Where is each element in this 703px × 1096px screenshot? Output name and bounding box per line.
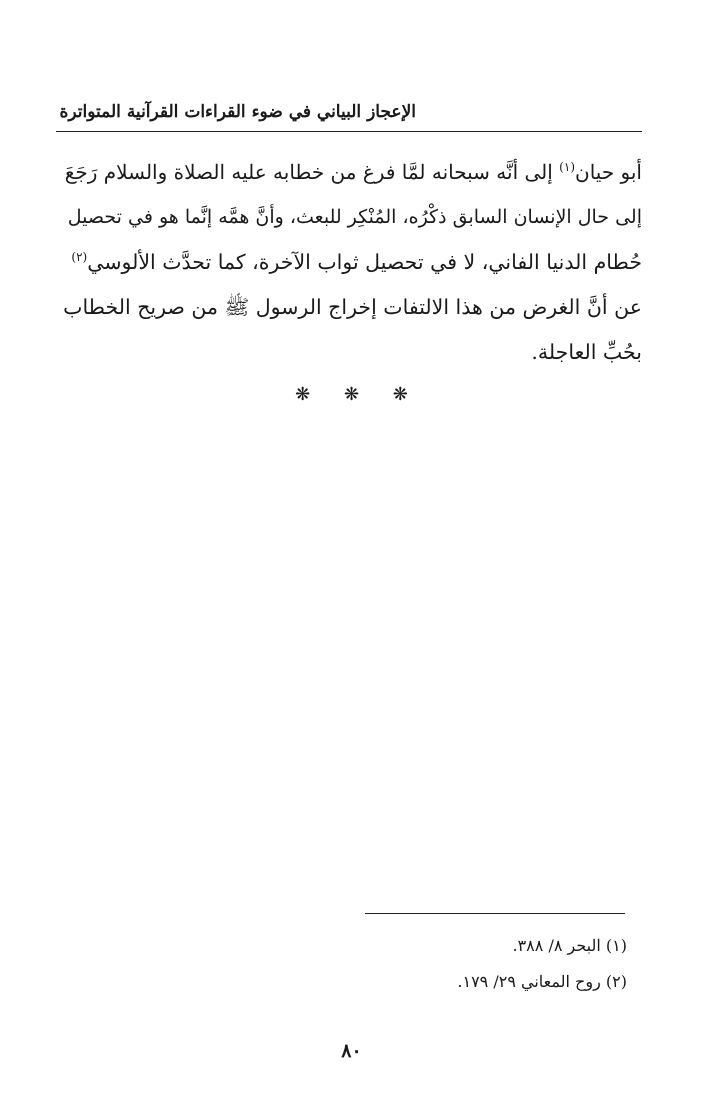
body-line-4	[56, 285, 642, 330]
body-paragraph	[56, 150, 642, 375]
body-line-1-rest: إلى أنَّه سبحانه لمَّا فرغ من خطابه عليه الصلاة والسلام رَجَعَ	[64, 160, 560, 184]
body-line-4-text: عن أنَّ الغرض من هذا الالتفات إخراج الرسول ﷺ من صريح الخطاب	[63, 295, 642, 319]
body-line-1-text: أبو حيان	[575, 160, 642, 184]
body-line-1	[56, 150, 642, 195]
body-line-2-text: إلى حال الإنسان السابق ذكْرُه، المُنْكِر للبعث، وأنَّ همَّه إنَّما هو في تحصيل	[67, 206, 642, 228]
body-line-5	[56, 330, 642, 375]
body-line-5-text: بحُبِّ العاجلة.	[531, 340, 642, 364]
footnote-ref-1: (١)	[559, 160, 575, 174]
separator-mark-1: ❋	[392, 384, 408, 405]
running-header-title: الإعجاز البياني في ضوء القراءات القرآنية المتواترة	[59, 102, 416, 122]
separator-mark-3: ❋	[295, 384, 311, 405]
footnotes	[300, 928, 627, 1000]
footnote-1: (١) البحر ٨/ ٣٨٨.	[512, 936, 627, 955]
page-number: ٨٠	[341, 1040, 362, 1062]
footnote-2: (٢) روح المعاني ٢٩/ ١٧٩.	[457, 972, 627, 991]
separator-mark-2: ❋	[343, 384, 360, 405]
body-line-3	[56, 240, 642, 285]
footnote-ref-2: (٢)	[71, 250, 88, 264]
section-separator	[0, 384, 703, 405]
body-line-3-text: حُطام الدنيا الفاني، لا في تحصيل ثواب الآخرة، كما تحدَّث الألوسي	[87, 250, 642, 274]
body-line-2	[56, 195, 642, 240]
footnote-divider	[365, 913, 625, 914]
header-divider	[56, 131, 642, 132]
